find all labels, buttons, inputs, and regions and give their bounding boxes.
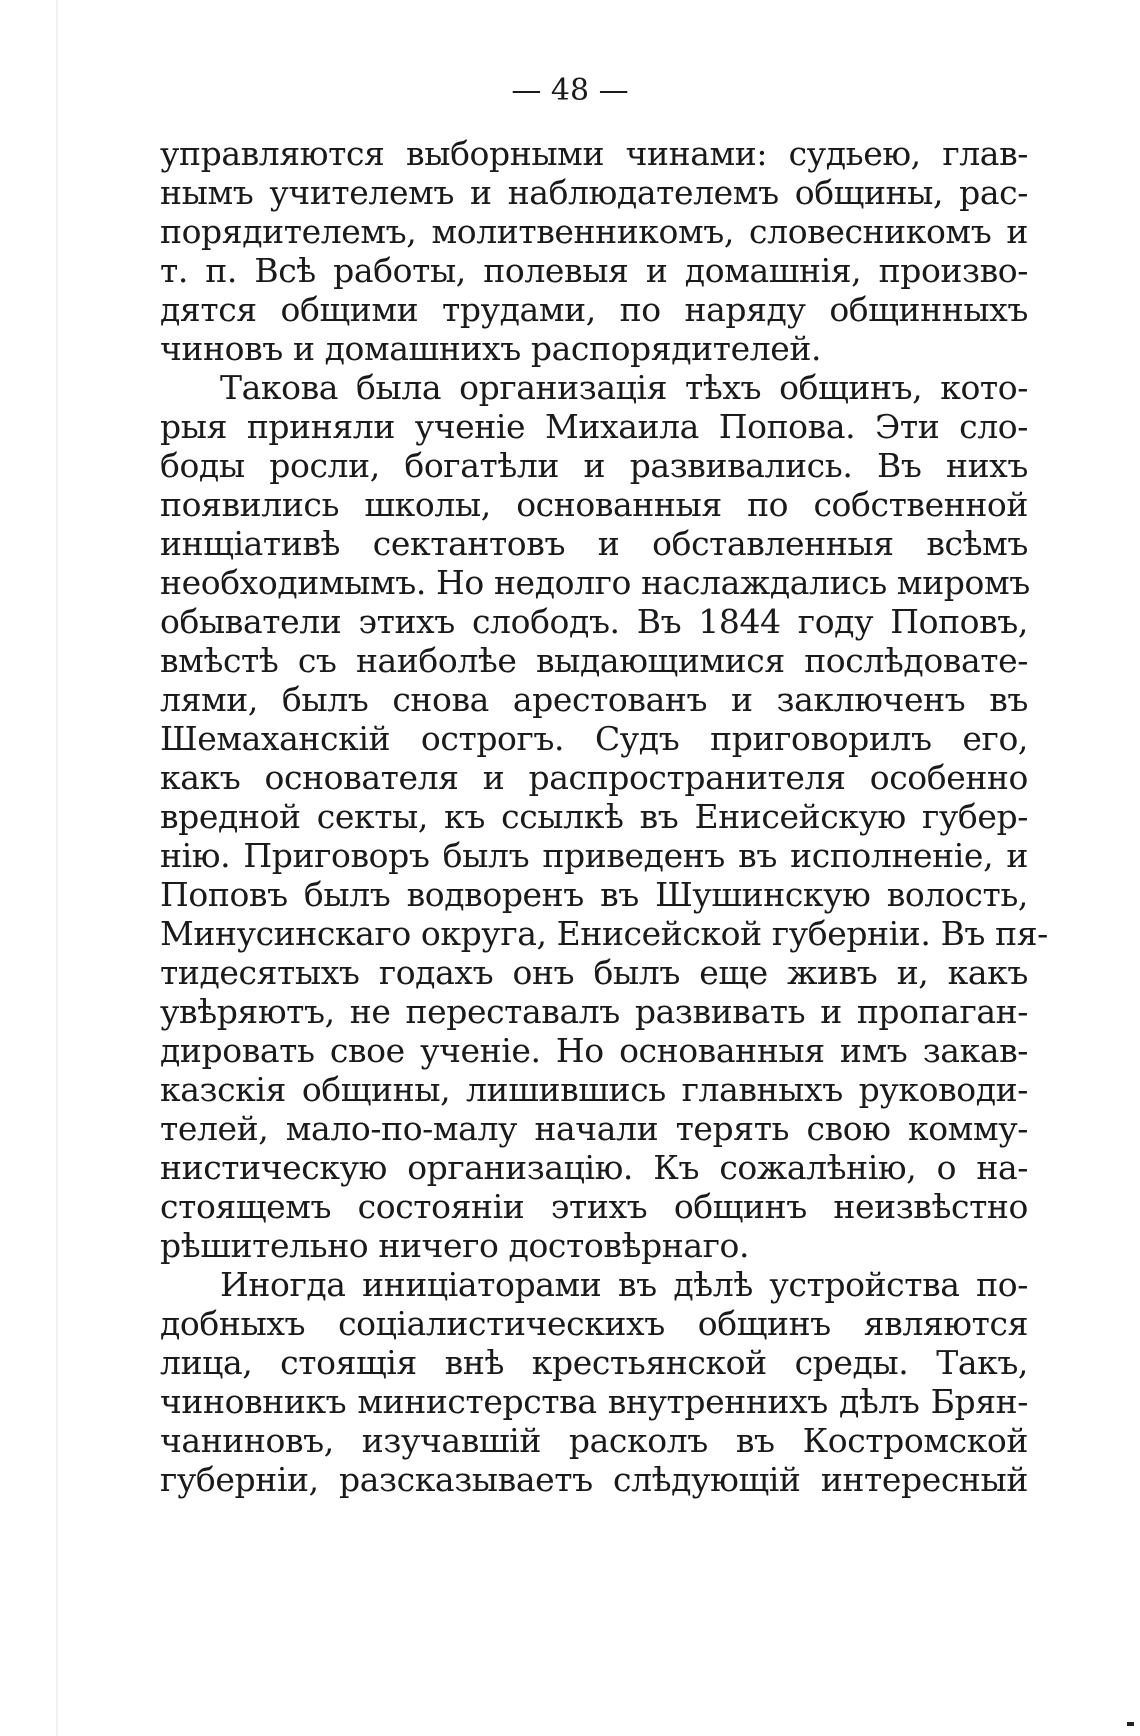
text-line: чиновъ и домашнихъ распорядителей. — [160, 329, 822, 368]
text-line: инщіативѣ сектантовъ и обставленныя всѣмъ — [160, 524, 1028, 563]
text-line: рѣшительно ничего достовѣрнаго. — [160, 1226, 750, 1265]
text-line: лица, стоящія внѣ крестьянской среды. Такъ, — [160, 1343, 1028, 1382]
text-line: какъ основателя и распространителя особенно — [160, 758, 1028, 797]
text-line: чиновникъ министерства внутреннихъ дѣлъ Брян- — [160, 1382, 1028, 1421]
text-line: тидесятыхъ годахъ онъ былъ еще живъ и, какъ — [160, 953, 1028, 992]
text-line: Поповъ былъ водворенъ въ Шушинскую волость, — [160, 875, 1028, 914]
paragraph-1 — [160, 134, 1028, 368]
text-line: управляются выборными чинами: судьею, глав- — [160, 134, 1028, 173]
text-line: стоящемъ состояніи этихъ общинъ неизвѣстно — [160, 1187, 1028, 1226]
text-line: Минусинскаго округа, Енисейской губерніи. Въ пя- — [160, 914, 1048, 953]
text-line: увѣряютъ, не переставалъ развивать и пропаган- — [160, 992, 1028, 1031]
body-text — [160, 134, 1048, 1499]
text-line: появились школы, основанныя по собственной — [160, 485, 1028, 524]
paragraph-3 — [160, 1265, 1028, 1499]
text-line: боды росли, богатѣли и развивались. Въ нихъ — [160, 446, 1028, 485]
text-line: рыя приняли ученіе Михаила Попова. Эти сло- — [160, 407, 1028, 446]
text-line: Иногда иниціаторами въ дѣлѣ устройства по- — [220, 1265, 1028, 1304]
scan-edge-shadow — [56, 0, 58, 1736]
paragraph-2 — [160, 368, 1048, 1265]
text-line: вмѣстѣ съ наиболѣе выдающимися послѣдовате- — [160, 641, 1028, 680]
text-line: лями, былъ снова арестованъ и заключенъ въ — [160, 680, 1028, 719]
page-number: — 48 — — [511, 73, 629, 108]
text-line: нистическую организацію. Къ сожалѣнію, о на- — [160, 1148, 1028, 1187]
text-line: необходимымъ. Но недолго наслаждались миромъ — [160, 563, 1030, 602]
text-line: чаниновъ, изучавшій расколъ въ Костромской — [160, 1421, 1028, 1460]
text-line: Такова была организація тѣхъ общинъ, кото- — [220, 368, 1028, 407]
scan-speck — [1127, 1722, 1134, 1726]
text-line: вредной секты, къ ссылкѣ въ Енисейскую губер- — [160, 797, 1028, 836]
text-line: губерніи, разсказываетъ слѣдующій интересный — [160, 1460, 1028, 1499]
text-line: телей, мало-по-малу начали терять свою комму- — [160, 1109, 1028, 1148]
text-line: нымъ учителемъ и наблюдателемъ общины, рас- — [160, 173, 1028, 212]
text-line: казскія общины, лишившись главныхъ руководи- — [160, 1070, 1028, 1109]
text-line: Шемаханскій острогъ. Судъ приговорилъ его, — [160, 719, 1028, 758]
text-line: обыватели этихъ слободъ. Въ 1844 году Поповъ, — [160, 602, 1028, 641]
text-line: т. п. Всѣ работы, полевыя и домашнія, произво- — [160, 251, 1028, 290]
text-line: порядителемъ, молитвенникомъ, словесникомъ и — [160, 212, 1028, 251]
text-line: нію. Приговоръ былъ приведенъ въ исполненіе, и — [160, 836, 1028, 875]
text-line: дятся общими трудами, по наряду общинныхъ — [160, 290, 1028, 329]
text-line: добныхъ соціалистическихъ общинъ являются — [160, 1304, 1028, 1343]
text-line: дировать свое ученіе. Но основанныя имъ закав- — [160, 1031, 1028, 1070]
